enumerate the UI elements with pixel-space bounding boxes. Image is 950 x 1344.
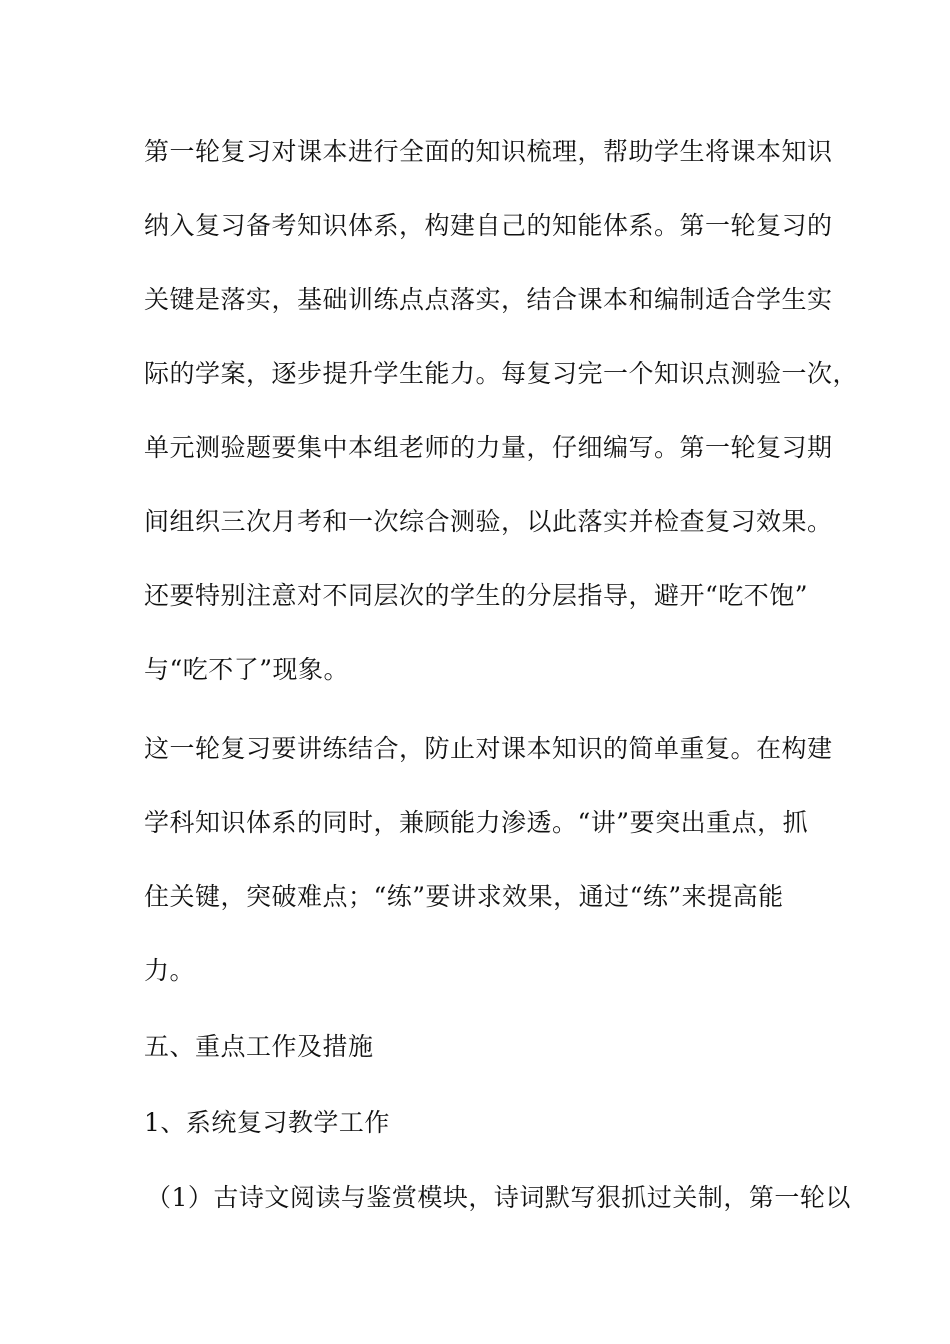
- paragraph-line-7: 还要特别注意对不同层次的学生的分层指导，避开“吃不饱”: [144, 581, 809, 610]
- paragraph-line-5: 单元测验题要集中本组老师的力量，仔细编写。第一轮复习期: [144, 433, 833, 462]
- paragraph-line-8: 与“吃不了”现象。: [144, 655, 350, 684]
- paragraph-line-10: 学科知识体系的同时，兼顾能力渗透。“讲”要突出重点，抓: [144, 808, 809, 837]
- list-item-line: （1）古诗文阅读与鉴赏模块，诗词默写狠抓过关制，第一轮以: [146, 1183, 851, 1212]
- paragraph-line-1: 第一轮复习对课本进行全面的知识梳理，帮助学生将课本知识: [144, 137, 833, 166]
- paragraph-line-12: 力。: [144, 956, 196, 985]
- paragraph-line-9: 这一轮复习要讲练结合，防止对课本知识的简单重复。在构建: [144, 734, 833, 763]
- subsection-heading: 1、系统复习教学工作: [144, 1108, 390, 1137]
- paragraph-line-3: 关键是落实，基础训练点点落实，结合课本和编制适合学生实: [144, 285, 833, 314]
- section-heading: 五、重点工作及措施: [144, 1032, 374, 1061]
- paragraph-line-4: 际的学案，逐步提升学生能力。每复习完一个知识点测验一次，: [144, 359, 859, 388]
- paragraph-line-6: 间组织三次月考和一次综合测验，以此落实并检查复习效果。: [144, 507, 833, 536]
- paragraph-line-11: 住关键，突破难点；“练”要讲求效果，通过“练”来提高能: [144, 882, 784, 911]
- paragraph-line-2: 纳入复习备考知识体系，构建自己的知能体系。第一轮复习的: [144, 211, 833, 240]
